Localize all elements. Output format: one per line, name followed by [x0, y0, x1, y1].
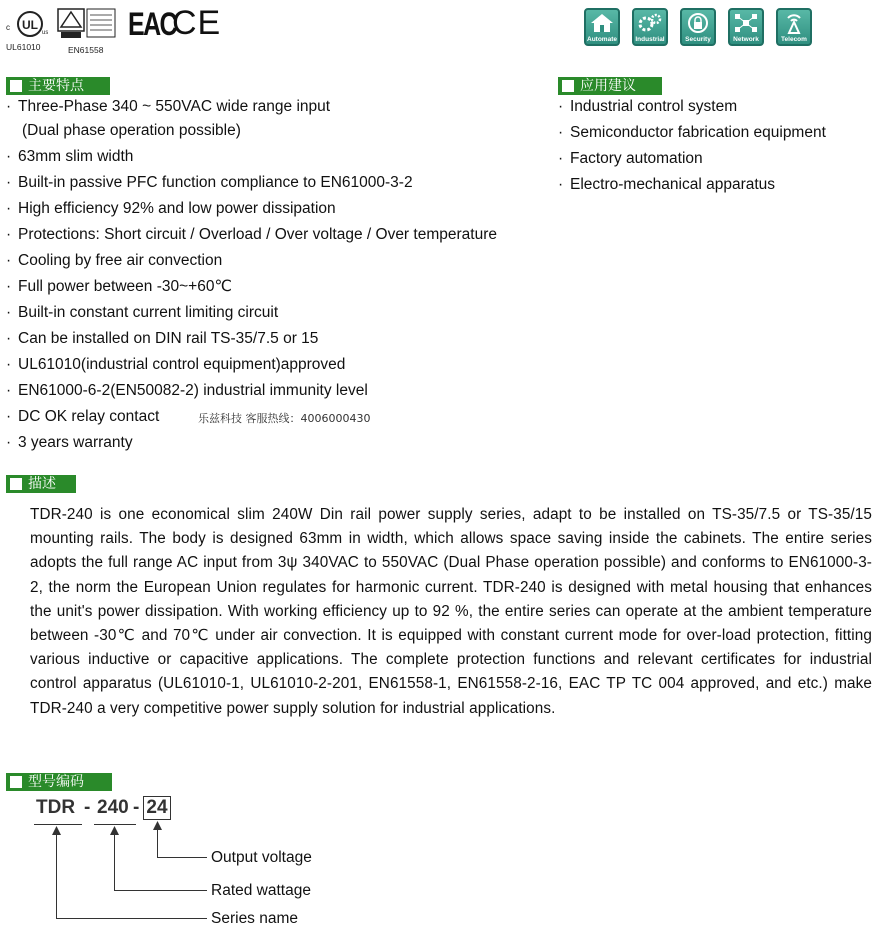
model-code-header: 型号编码 [6, 773, 112, 791]
network-icon [728, 8, 764, 46]
industrial-icon [632, 8, 668, 46]
model-voltage-box: 24 [143, 796, 171, 820]
network-label: Network [733, 36, 759, 43]
series-connector [56, 918, 207, 919]
feature-item: · UL61010(industrial control equipment)approved [6, 356, 346, 373]
ul-mark-icon [6, 10, 48, 38]
feature-item: · Full power between -30~+60℃ [6, 278, 232, 295]
en61558-caption: EN61558 [68, 45, 104, 55]
applications-header: 应用建议 [558, 77, 662, 95]
svg-text:us: us [42, 30, 48, 36]
feature-item: (Dual phase operation possible) [22, 122, 241, 139]
ce-mark: CE [172, 4, 222, 42]
hotline-text: 乐兹科技 客服热线：4006000430 [198, 412, 371, 425]
arrow-up-icon [110, 826, 119, 835]
svg-text:UL: UL [22, 18, 38, 32]
feature-item: · Built-in constant current limiting circuit [6, 304, 279, 321]
arrow-up-icon [52, 826, 61, 835]
series-name-label: Series name [211, 910, 299, 927]
automate-label: Automate [587, 36, 617, 43]
feature-item: · Protections: Short circuit / Overload / Over voltage / Over temperature [6, 226, 497, 243]
en61558-mark-icon [57, 8, 117, 40]
features-header: 主要特点 [6, 77, 110, 95]
model-dash: - [133, 797, 140, 818]
industrial-label: Industrial [635, 36, 665, 43]
arrow-up-icon [153, 821, 162, 830]
telecom-label: Telecom [781, 36, 807, 43]
rated-wattage-label: Rated wattage [211, 882, 311, 899]
svg-text:c: c [6, 23, 10, 32]
model-dash: - [84, 797, 91, 818]
feature-item: · High efficiency 92% and low power dissipation [6, 200, 336, 217]
telecom-icon [776, 8, 812, 46]
feature-item: · EN61000-6-2(EN50082-2) industrial immunity level [6, 382, 368, 399]
description-header: 描述 [6, 475, 76, 493]
automate-icon [584, 8, 620, 46]
feature-item: · Cooling by free air convection [6, 252, 223, 269]
wattage-connector [114, 828, 115, 891]
application-item: · Electro-mechanical apparatus [558, 176, 776, 193]
feature-item: · 3 years warranty [6, 434, 133, 451]
series-connector [56, 828, 57, 919]
wattage-connector [114, 890, 207, 891]
model-series: TDR [36, 797, 76, 818]
feature-item: · DC OK relay contact [6, 408, 160, 425]
security-icon [680, 8, 716, 46]
application-item: · Semiconductor fabrication equipment [558, 124, 826, 141]
series-underline [34, 824, 82, 825]
output-voltage-label: Output voltage [211, 849, 312, 866]
security-label: Security [685, 36, 711, 43]
application-item: · Factory automation [558, 150, 703, 167]
ul-caption: UL61010 [6, 42, 41, 52]
model-wattage: 240 [97, 797, 129, 818]
eac-mark: EAC [128, 6, 177, 42]
voltage-connector [157, 857, 207, 858]
description-text: TDR-240 is one economical slim 240W Din rail power supply series, adapt to be installed on TS-35/7.5 or TS-35/15 mounting rails. The body is designed 63mm in width, which allows space saving inside the cabinets. The entire series adopts the full range AC input from 3ψ 340VAC to 550VAC (Dual Phase operation possible) and conforms to EN61000-3-2, the norm the European Union regulates for harmonic current. TDR-240 is designed with metal housing that enhances the unit's power dissipation. With working efficiency up to 92 %, the entire series can operate at the ambient temperature between -30℃ and 70℃ under air convection. It is equipped with constant current mode for over-load protection, fitting various inductive or capacitive applications. The complete protection functions and relevant certificates for industrial control apparatus (UL61010-1, UL61010-2-201, EN61558-1, EN61558-2-16, EAC TP TC 004 approved, and etc.) make TDR-240 a very competitive power supply solution for industrial applications. [30, 506, 872, 717]
feature-item: · Can be installed on DIN rail TS-35/7.5 or 15 [6, 330, 319, 347]
feature-item: · Built-in passive PFC function compliance to EN61000-3-2 [6, 174, 413, 191]
feature-item: · Three-Phase 340 ~ 550VAC wide range input [6, 98, 331, 115]
application-item: · Industrial control system [558, 98, 738, 115]
feature-item: · 63mm slim width [6, 148, 134, 165]
wattage-underline [94, 824, 136, 825]
